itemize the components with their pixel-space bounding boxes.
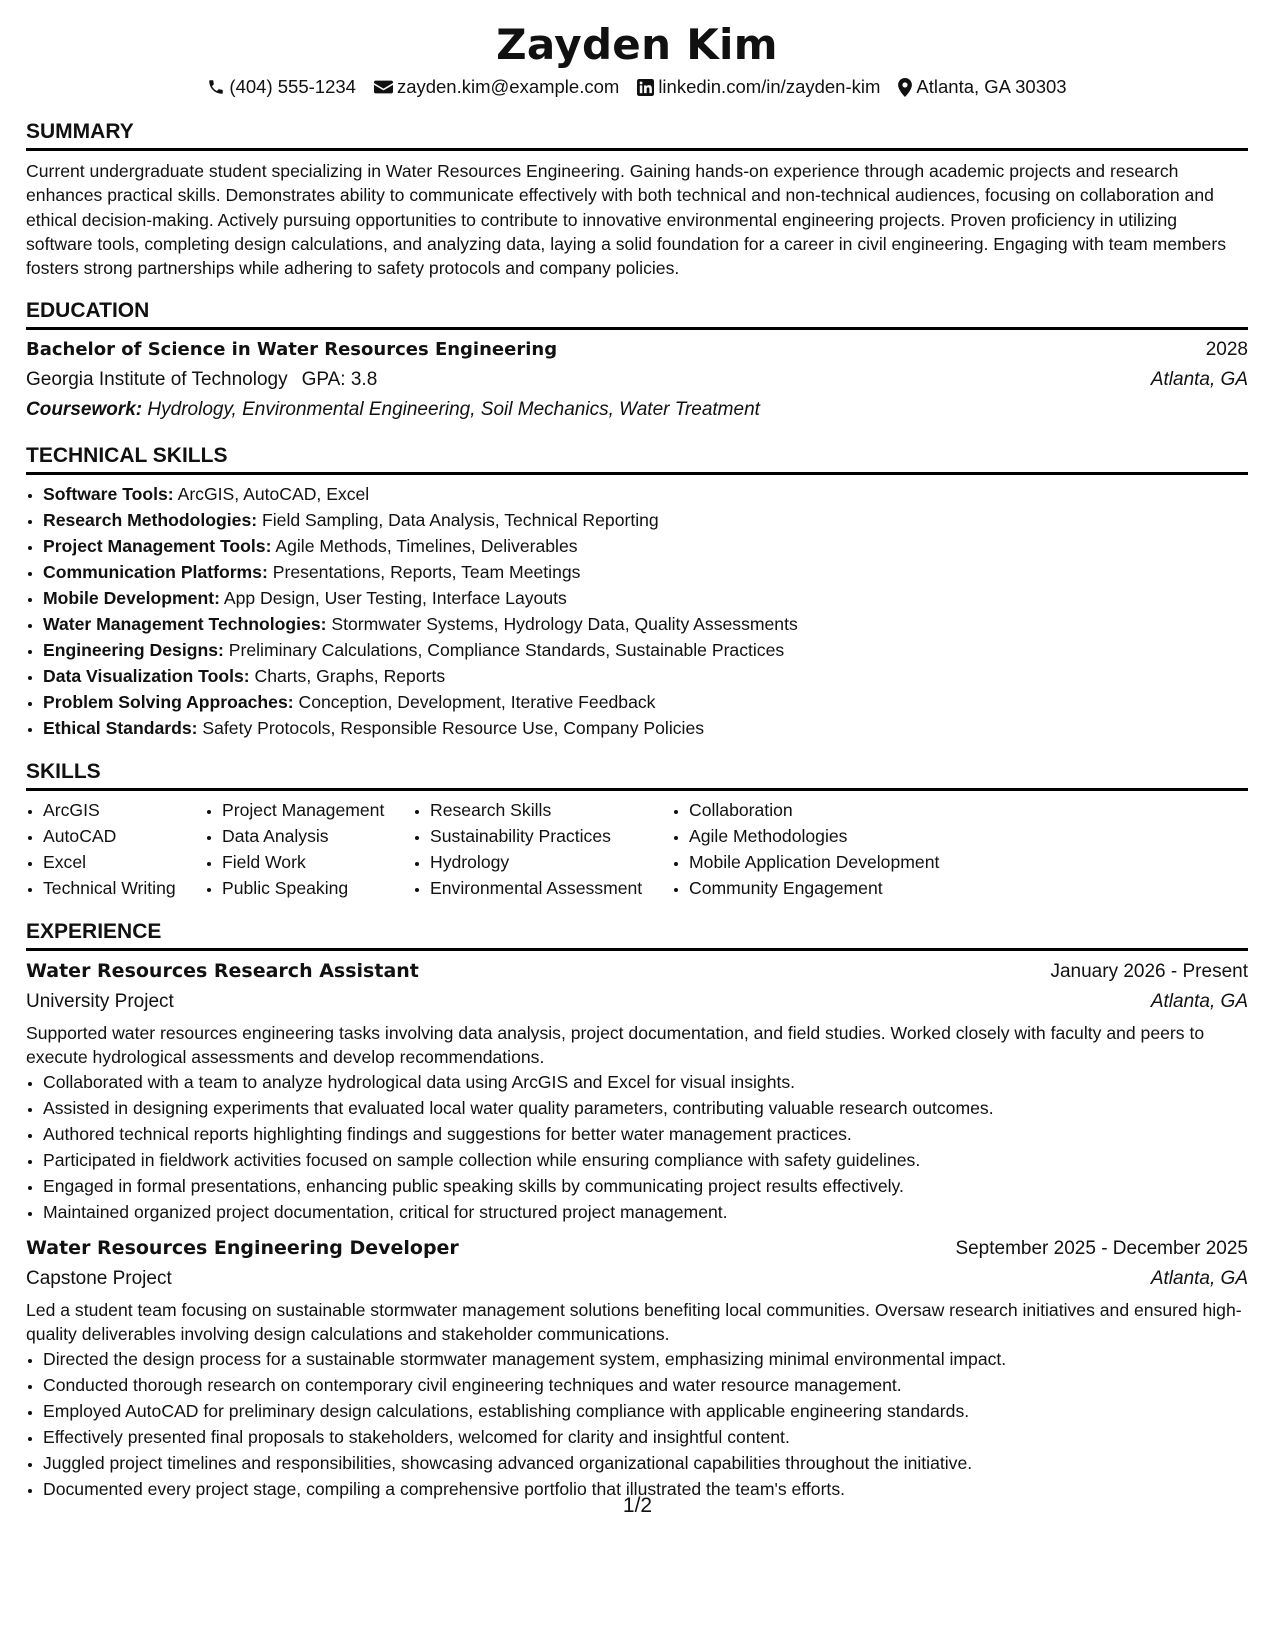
job-org: University Project — [26, 991, 174, 1013]
job-location: Atlanta, GA — [1150, 1268, 1248, 1290]
job-title: Water Resources Engineering Developer — [26, 1237, 459, 1260]
job-dates: January 2026 - Present — [1050, 961, 1248, 983]
technical-skills-section — [26, 443, 1248, 741]
list-item: • Project Management — [222, 797, 413, 823]
contact-linkedin[interactable] — [637, 74, 880, 100]
summary-section — [26, 119, 1248, 280]
list-item: • Sustainability Practices — [430, 823, 672, 849]
job-org: Capstone Project — [26, 1268, 172, 1290]
skill-label: Data Visualization Tools: — [43, 666, 250, 687]
list-item — [43, 611, 1248, 637]
skill-value: Conception, Development, Iterative Feedback — [298, 692, 656, 713]
school-line — [26, 365, 377, 395]
coursework — [26, 395, 1248, 425]
gpa: GPA: 3.8 — [301, 369, 378, 391]
contact-phone — [207, 74, 356, 100]
graduation-year: 2028 — [1205, 339, 1248, 361]
list-item: • Employed AutoCAD for preliminary design calculations, establishing compliance with applicable engineering standards. — [43, 1398, 1248, 1424]
job-summary: Supported water resources engineering tasks involving data analysis, project documentation, and field studies. Worked closely with faculty and peers to execute hydrological assessments and develop recommendations. — [26, 1023, 1205, 1068]
phone-text: (404) 555-1234 — [229, 76, 356, 97]
list-item — [43, 637, 1248, 663]
candidate-name: Zayden Kim — [496, 20, 778, 69]
skill-label: Mobile Development: — [43, 588, 220, 609]
job-entry — [26, 1233, 1248, 1502]
section-title-summary: SUMMARY — [26, 119, 1248, 151]
list-item: • Environmental Assessment — [430, 875, 672, 901]
section-title-skills: SKILLS — [26, 759, 1248, 791]
skill-label: Water Management Technologies: — [43, 614, 327, 635]
job-summary: Led a student team focusing on sustainable stormwater management solutions benefiting local communities. Oversaw research initiatives and ensured high-quality deliverables involving design calculations and stakeholder communications. — [26, 1300, 1242, 1345]
list-item — [43, 507, 1248, 533]
list-item: • Community Engagement — [689, 875, 989, 901]
education-section — [26, 298, 1248, 425]
list-item — [43, 559, 1248, 585]
skill-value: App Design, User Testing, Interface Layouts — [223, 588, 567, 609]
list-item — [43, 585, 1248, 611]
envelope-icon — [374, 79, 393, 95]
job-title: Water Resources Research Assistant — [26, 960, 419, 983]
phone-icon — [207, 78, 225, 96]
contact-location — [898, 74, 1066, 100]
skill-label: Engineering Designs: — [43, 640, 224, 661]
skills-grid — [26, 797, 1248, 901]
skill-label: Project Management Tools: — [43, 536, 272, 557]
skills-section — [26, 759, 1248, 901]
technical-skills-list — [26, 481, 1248, 741]
list-item: • Maintained organized project documentation, critical for structured project management. — [43, 1199, 1248, 1225]
skill-value: Safety Protocols, Responsible Resource Use, Company Policies — [202, 718, 705, 739]
section-title-experience: EXPERIENCE — [26, 919, 1248, 951]
list-item: • Mobile Application Development — [689, 849, 989, 875]
list-item: • Authored technical reports highlighting findings and suggestions for better water management practices. — [43, 1121, 1248, 1147]
list-item: • Technical Writing — [43, 875, 205, 901]
job-location: Atlanta, GA — [1150, 991, 1248, 1013]
section-title-technical-skills: TECHNICAL SKILLS — [26, 443, 1248, 475]
list-item: • Collaborated with a team to analyze hydrological data using ArcGIS and Excel for visual insights. — [43, 1069, 1248, 1095]
school-name: Georgia Institute of Technology — [26, 369, 288, 391]
skill-value: Agile Methods, Timelines, Deliverables — [275, 536, 578, 557]
skills-column — [26, 797, 205, 901]
list-item: • Conducted thorough research on contemporary civil engineering techniques and water resource management. — [43, 1372, 1248, 1398]
linkedin-link[interactable]: linkedin.com/in/zayden-kim — [658, 76, 881, 97]
location-text: Atlanta, GA 30303 — [916, 76, 1067, 97]
skill-label: Ethical Standards: — [43, 718, 198, 739]
list-item: • Field Work — [222, 849, 413, 875]
skills-column — [413, 797, 672, 901]
experience-section — [26, 919, 1248, 1502]
linkedin-icon — [637, 79, 654, 96]
skill-value: ArcGIS, AutoCAD, Excel — [177, 484, 370, 505]
list-item: • ArcGIS — [43, 797, 205, 823]
list-item: • Assisted in designing experiments that evaluated local water quality parameters, contributing valuable research outcomes. — [43, 1095, 1248, 1121]
job-bullets — [26, 1346, 1248, 1502]
skill-label: Communication Platforms: — [43, 562, 268, 583]
job-dates: September 2025 - December 2025 — [955, 1238, 1248, 1260]
list-item: • Hydrology — [430, 849, 672, 875]
job-bullets — [26, 1069, 1248, 1225]
skills-column — [672, 797, 989, 901]
list-item — [43, 663, 1248, 689]
list-item — [43, 689, 1248, 715]
contact-email[interactable] — [374, 74, 619, 100]
list-item: • Excel — [43, 849, 205, 875]
list-item: • Documented every project stage, compiling a comprehensive portfolio that illustrated the team's efforts. — [43, 1476, 1248, 1502]
skill-label: Software Tools: — [43, 484, 174, 505]
list-item: • Research Skills — [430, 797, 672, 823]
list-item: • Engaged in formal presentations, enhancing public speaking skills by communicating project results effectively. — [43, 1173, 1248, 1199]
list-item: • Effectively presented final proposals to stakeholders, welcomed for clarity and insightful content. — [43, 1424, 1248, 1450]
skill-value: Field Sampling, Data Analysis, Technical Reporting — [262, 510, 659, 531]
list-item: • Agile Methodologies — [689, 823, 989, 849]
contact-bar — [26, 74, 1248, 100]
list-item: • Juggled project timelines and responsibilities, showcasing advanced organizational capabilities throughout the initiative. — [43, 1450, 1248, 1476]
skills-column — [205, 797, 413, 901]
list-item: • Collaboration — [689, 797, 989, 823]
skill-value: Stormwater Systems, Hydrology Data, Quality Assessments — [331, 614, 798, 635]
map-pin-icon — [898, 78, 912, 97]
coursework-list: Hydrology, Environmental Engineering, Soil Mechanics, Water Treatment — [147, 399, 760, 421]
list-item — [43, 481, 1248, 507]
list-item: • Public Speaking — [222, 875, 413, 901]
email-link[interactable]: zayden.kim@example.com — [396, 76, 620, 97]
list-item: • AutoCAD — [43, 823, 205, 849]
school-location: Atlanta, GA — [1150, 369, 1248, 391]
coursework-label: Coursework: — [26, 399, 143, 421]
degree-name: Bachelor of Science in Water Resources Engineering — [26, 339, 558, 361]
page-number: 1/2 — [622, 1494, 653, 1517]
list-item: • Data Analysis — [222, 823, 413, 849]
list-item — [43, 533, 1248, 559]
skill-label: Research Methodologies: — [43, 510, 258, 531]
list-item: • Directed the design process for a sustainable stormwater management system, emphasizing minimal environmental impact. — [43, 1346, 1248, 1372]
skill-value: Charts, Graphs, Reports — [254, 666, 446, 687]
section-title-education: EDUCATION — [26, 298, 1248, 330]
skill-value: Preliminary Calculations, Compliance Standards, Sustainable Practices — [228, 640, 785, 661]
list-item — [43, 715, 1248, 741]
skill-value: Presentations, Reports, Team Meetings — [272, 562, 581, 583]
skill-label: Problem Solving Approaches: — [43, 692, 294, 713]
job-entry — [26, 956, 1248, 1225]
summary-text: Current undergraduate student specializing in Water Resources Engineering. Gaining hands-on experience through academic projects and research enhances practical skills. Demonstrates ability to communicate effectively with both technical and non-technical audiences, focusing on collaboration and ethical decision-making. Actively pursuing opportunities to contribute to innovative environmental engineering projects. Proven proficiency in utilizing software tools, completing design calculations, and analyzing data, laying a solid foundation for a career in civil engineering. Engaging with team members fosters strong partnerships while adhering to safety protocols and company policies. — [26, 161, 1226, 279]
list-item: • Participated in fieldwork activities focused on sample collection while ensuring compliance with safety guidelines. — [43, 1147, 1248, 1173]
